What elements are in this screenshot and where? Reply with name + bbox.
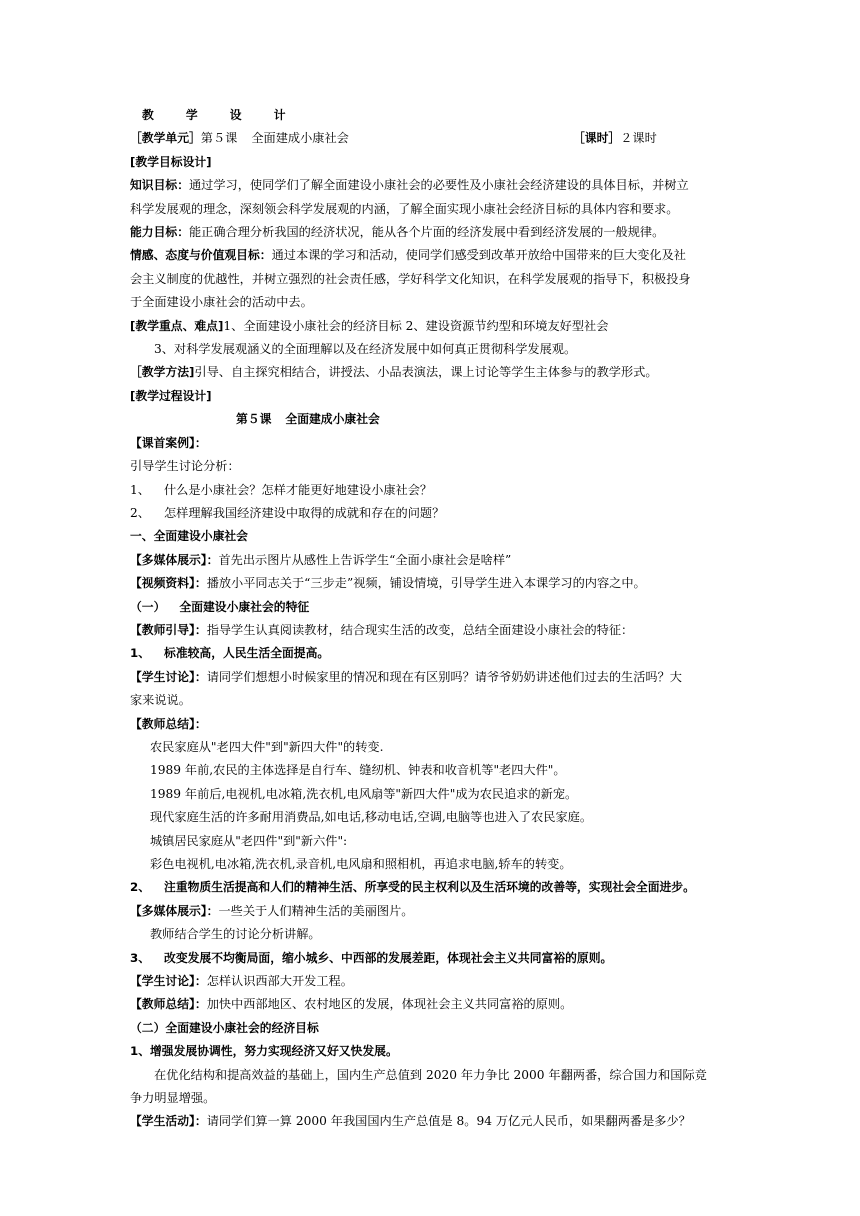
summary-line-5: 城镇居民家庭从"老四件"到"新六件": — [150, 833, 348, 848]
question-2-text: 怎样理解我国经济建设中取得的成就和存在的问题？ — [163, 505, 445, 520]
teaching-method — [130, 361, 735, 384]
media-1-text: 首先出示图片从感性上告诉学生“全面小康社会是啥样” — [218, 552, 512, 567]
teacher-summary-2-label: 【教师总结】： — [130, 997, 207, 1012]
media-1 — [130, 549, 735, 572]
student-discuss — [130, 666, 735, 689]
sub-1-heading — [130, 596, 735, 619]
sub-2-heading: （二）全面建设小康社会的经济目标 — [130, 1020, 319, 1035]
key-text-1: 1、全面建设小康社会的经济目标 2、建设资源节约型和环境友好型社会 — [223, 318, 609, 333]
goals-heading: [教学目标设计] — [130, 154, 212, 169]
feature-1 — [130, 642, 735, 665]
key-points — [130, 315, 735, 338]
question-1-num: 1、 — [130, 482, 150, 497]
summary-line-1: 农民家庭从"老四大件"到"新四大件"的转变. — [150, 739, 384, 754]
question-1 — [130, 479, 735, 502]
summary-line-4: 现代家庭生活的许多耐用消费品,如电话,移动电话,空调,电脑等也进入了农民家庭。 — [150, 810, 593, 825]
sub-1-text: 全面建设小康社会的特征 — [179, 599, 310, 614]
summary-line-2: 1989 年前,农民的主体选择是自行车、缝纫机、钟表和收音机等"老四大件"。 — [150, 763, 566, 778]
feature-3-text: 改变发展不均衡局面，缩小城乡、中西部的发展差距，体现社会主义共同富裕的原则。 — [164, 950, 613, 965]
key-text-2: 3、对科学发展观涵义的全面理解以及在经济发展中如何真正贯彻科学发展观。 — [154, 342, 577, 357]
feature-2 — [130, 876, 735, 899]
student-discuss-label: 【学生讨论】： — [130, 669, 207, 684]
unit-lesson: 第５课 — [200, 131, 238, 146]
feature-2-text: 注重物质生活提高和人们的精神生活、所享受的民主权利以及生活环境的改善等，实现社会全面进步。 — [164, 880, 695, 895]
goal-1: 1、增强发展协调性，努力实现经济又好又快发展。 — [130, 1044, 398, 1059]
emotion-label: 情感、态度与价值观目标： — [130, 248, 272, 263]
knowledge-text-2: 科学发展观的理念，深刻领会科学发展观的内涵，了解全面实现小康社会经济目标的具体内容和要求。 — [130, 201, 679, 216]
ability-label: 能力目标： — [130, 225, 189, 240]
student-discuss-2-text: 怎样认识西部大开发工程。 — [206, 974, 353, 989]
method-label: ［教学方法] — [130, 365, 195, 380]
case-label: 【课首案例】： — [130, 435, 207, 450]
video-label: 【视频资料】： — [130, 576, 207, 591]
ability-text: 能正确合理分析我国的经济状况，能从各个片面的经济发展中看到经济发展的一般规律。 — [189, 225, 665, 240]
teacher-guide-text: 指导学生认真阅读教材，结合现实生活的改变，总结全面建设小康社会的特征： — [206, 622, 634, 637]
goal-1-text-1: 在优化结构和提高效益的基础上，国内生产总值到 2020 年力争比 2000 年翻两番，综合国力和国际竞 — [154, 1067, 707, 1082]
summary-line-6: 彩色电视机,电冰箱,洗衣机,录音机,电风扇和照相机，再追求电脑,轿车的转变。 — [150, 857, 572, 871]
lesson-title-name: 全面建成小康社会 — [285, 412, 380, 427]
emotion-text-2: 会主义制度的优越性，并树立强烈的社会责任感，学好科学文化知识，在科学发展观的指导下，积极投身 — [130, 271, 691, 286]
video — [130, 572, 735, 595]
teacher-summary-label: 【教师总结】： — [130, 716, 207, 731]
unit-name: 全面建成小康社会 — [251, 131, 349, 146]
teacher-guide-label: 【教师引导】： — [130, 622, 207, 637]
video-text: 播放小平同志关于“三步走”视频，铺设情境，引导学生进入本课学习的内容之中。 — [206, 576, 646, 591]
emotion-text-1: 通过本课的学习和活动，使同学们感受到改革开放给中国带来的巨大变化及社 — [271, 248, 686, 263]
media-1-label: 【多媒体展示】： — [130, 552, 219, 567]
teacher-summary-2-text: 加快中西部地区、农村地区的发展，体现社会主义共同富裕的原则。 — [206, 997, 573, 1012]
knowledge-text-1: 通过学习，使同学们了解全面建设小康社会的必要性及小康社会经济建设的具体目标，并树立 — [189, 178, 689, 193]
summary-line-3: 1989 年前后,电视机,电冰箱,洗衣机,电风扇等"新四大件"成为农民追求的新宠。 — [150, 786, 578, 801]
media-2 — [130, 900, 735, 923]
feature-1-num: 1、 — [130, 646, 151, 661]
student-discuss-2 — [130, 970, 735, 993]
feature-3 — [130, 947, 735, 970]
question-2 — [130, 502, 735, 525]
ability-goal — [130, 221, 735, 244]
student-discuss-text-2: 家来说说。 — [130, 693, 191, 708]
media-2-label: 【多媒体展示】： — [130, 903, 219, 918]
student-discuss-2-label: 【学生讨论】： — [130, 974, 207, 989]
key-label: [教学重点、难点] — [130, 318, 224, 333]
media-2-note: 教师结合学生的讨论分析讲解。 — [150, 927, 321, 942]
method-text: 引导、自主探究相结合，讲授法、小品表演法，课上讨论等学生主体参与的教学形式。 — [194, 365, 658, 380]
unit-row — [130, 127, 735, 150]
lesson-title-num: 第５课 — [236, 412, 272, 427]
lesson-title — [130, 408, 735, 431]
knowledge-goal — [130, 174, 735, 197]
emotion-text-3: 于全面建设小康社会的活动中去。 — [130, 295, 313, 310]
hours-value: ２课时 — [620, 131, 657, 146]
emotion-goal — [130, 244, 735, 267]
hours-label: ［课时］ — [573, 131, 621, 146]
sub-1-num: （一） — [130, 599, 166, 614]
unit-label: ［教学单元］ — [130, 131, 201, 146]
goal-1-text-2: 争力明显增强。 — [130, 1091, 216, 1106]
activity-text: 请同学们算一算 2000 年我国国内生产总值是 8。94 万亿元人民币，如果翻两番是多少？ — [206, 1114, 691, 1129]
document-page — [130, 104, 735, 1134]
document-title: 教 学 设 计 — [142, 108, 300, 122]
teacher-guide — [130, 619, 735, 642]
feature-2-num: 2、 — [130, 880, 151, 895]
part-1-heading: 一、全面建设小康社会 — [130, 529, 248, 544]
student-discuss-text-1: 请同学们想想小时候家里的情况和现在有区别吗？请爷爷奶奶讲述他们过去的生活吗？大 — [206, 669, 682, 684]
feature-3-num: 3、 — [130, 950, 151, 965]
process-heading: [教学过程设计] — [130, 388, 212, 403]
question-1-text: 什么是小康社会？怎样才能更好地建设小康社会？ — [163, 482, 433, 497]
feature-1-text: 标准较高，人民生活全面提高。 — [164, 646, 330, 661]
student-activity — [130, 1110, 735, 1133]
teacher-summary-2 — [130, 993, 735, 1016]
guide-text: 引导学生讨论分析： — [130, 459, 240, 474]
media-2-text: 一些关于人们精神生活的美丽图片。 — [218, 903, 414, 918]
activity-label: 【学生活动】： — [130, 1114, 207, 1129]
knowledge-label: 知识目标： — [130, 178, 189, 193]
question-2-num: 2、 — [130, 505, 150, 520]
